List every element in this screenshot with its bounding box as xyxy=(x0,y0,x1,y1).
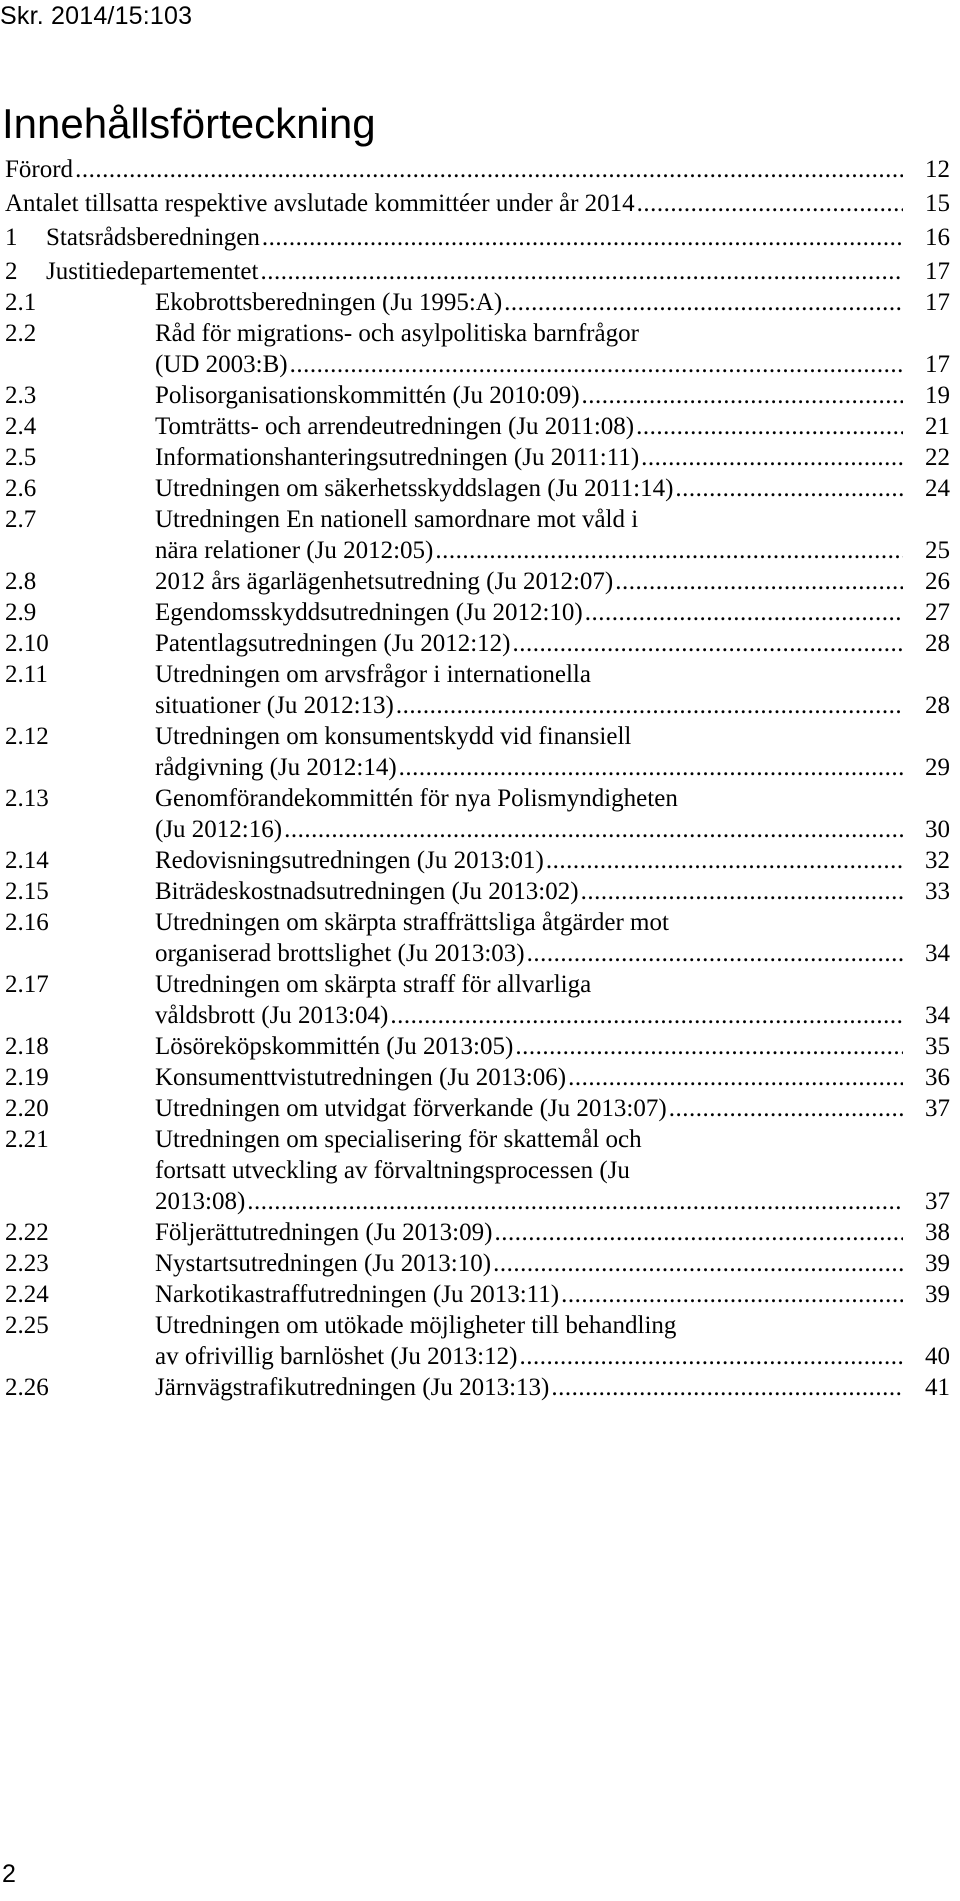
toc-entry-number: 2.20 xyxy=(5,1095,49,1122)
toc-page-number: 39 xyxy=(925,1281,950,1308)
toc-entry-number: 2.12 xyxy=(5,723,49,750)
toc-entry-number: 2.7 xyxy=(5,506,37,533)
dot-leader xyxy=(675,473,903,504)
toc-page-number: 40 xyxy=(925,1343,950,1370)
toc-entry-number: 2.6 xyxy=(5,475,37,502)
toc-entry-title: Justitiedepartementet xyxy=(46,258,259,285)
toc-entry[interactable] xyxy=(0,783,950,845)
toc-entry-title: Informationshanteringsutredningen (Ju 2011:11) xyxy=(155,444,640,471)
toc-entry-title: Genomförandekommittén för nya Polismyndigheten xyxy=(155,785,678,812)
toc-entry-number: 2 xyxy=(5,258,18,285)
toc-entry-title: Konsumenttvistutredningen (Ju 2013:06) xyxy=(155,1064,567,1091)
dot-leader xyxy=(582,380,903,411)
toc-page-number: 38 xyxy=(925,1219,950,1246)
dot-leader xyxy=(396,690,903,721)
toc-entry-number: 2.25 xyxy=(5,1312,49,1339)
toc-page-number: 17 xyxy=(925,289,950,316)
toc-entry-number: 2.13 xyxy=(5,785,49,812)
toc-entry-title: Utredningen om skärpta straff för allvarliga xyxy=(155,971,592,998)
toc-entry-title: Narkotikastraffutredningen (Ju 2013:11) xyxy=(155,1281,560,1308)
toc-entry-title: situationer (Ju 2012:13) xyxy=(155,692,394,719)
toc-entry-title: Utredningen om specialisering för skattemål och xyxy=(155,1126,642,1153)
dot-leader xyxy=(581,876,903,907)
toc-entry-number: 2.17 xyxy=(5,971,49,998)
toc-page-number: 17 xyxy=(925,258,950,285)
toc-page-number: 36 xyxy=(925,1064,950,1091)
toc-entry-number: 2.14 xyxy=(5,847,49,874)
toc-entry-title: Järnvägstrafikutredningen (Ju 2013:13) xyxy=(155,1374,550,1401)
toc-entry-title: Utredningen om säkerhetsskyddslagen (Ju 2011:14) xyxy=(155,475,674,502)
toc-entry[interactable] xyxy=(0,628,950,659)
toc-page-number: 22 xyxy=(925,444,950,471)
toc-page-number: 16 xyxy=(925,224,950,251)
toc-entry-title: Följerättutredningen (Ju 2013:09) xyxy=(155,1219,493,1246)
toc-page-number: 39 xyxy=(925,1250,950,1277)
table-of-contents xyxy=(0,154,950,1403)
toc-page-number: 28 xyxy=(925,630,950,657)
toc-entry-title: Utredningen om utökade möjligheter till behandling xyxy=(155,1312,677,1339)
dot-leader xyxy=(637,188,903,219)
toc-entry[interactable] xyxy=(0,442,950,473)
toc-entry-title: Polisorganisationskommittén (Ju 2010:09) xyxy=(155,382,580,409)
dot-leader xyxy=(641,442,903,473)
document-reference: Skr. 2014/15:103 xyxy=(0,2,193,30)
toc-entry-title: Statsrådsberedningen xyxy=(46,224,260,251)
toc-entry-title: Råd för migrations- och asylpolitiska barnfrågor xyxy=(155,320,639,347)
toc-entry[interactable] xyxy=(0,256,950,287)
toc-page-number: 19 xyxy=(925,382,950,409)
toc-entry[interactable] xyxy=(0,1031,950,1062)
toc-page-number: 32 xyxy=(925,847,950,874)
toc-page-number: 30 xyxy=(925,816,950,843)
toc-entry-title: 2012 års ägarlägenhetsutredning (Ju 2012:07) xyxy=(155,568,614,595)
toc-page-number: 26 xyxy=(925,568,950,595)
toc-entry[interactable] xyxy=(0,721,950,783)
toc-entry-number: 2.2 xyxy=(5,320,37,347)
page-number: 2 xyxy=(2,1860,16,1888)
toc-entry-number: 2.15 xyxy=(5,878,49,905)
toc-entry[interactable] xyxy=(0,907,950,969)
toc-entry-number: 2.24 xyxy=(5,1281,49,1308)
toc-entry-number: 1 xyxy=(5,224,18,251)
toc-entry[interactable] xyxy=(0,969,950,1031)
toc-page-number: 15 xyxy=(925,190,950,217)
toc-page-number: 33 xyxy=(925,878,950,905)
toc-entry-title: Tomträtts- och arrendeutredningen (Ju 2011:08) xyxy=(155,413,635,440)
dot-leader xyxy=(513,628,904,659)
toc-entry-number: 2.16 xyxy=(5,909,49,936)
toc-entry[interactable] xyxy=(0,154,950,185)
toc-entry-number: 2.18 xyxy=(5,1033,49,1060)
dot-leader xyxy=(519,1341,903,1372)
toc-page-number: 41 xyxy=(925,1374,950,1401)
toc-entry-title: Patentlagsutredningen (Ju 2012:12) xyxy=(155,630,511,657)
toc-entry[interactable] xyxy=(0,1310,950,1372)
dot-leader xyxy=(546,845,903,876)
dot-leader xyxy=(75,154,903,185)
toc-entry-number: 2.19 xyxy=(5,1064,49,1091)
dot-leader xyxy=(284,814,903,845)
dot-leader xyxy=(494,1217,903,1248)
toc-entry[interactable] xyxy=(0,597,950,628)
toc-entry[interactable] xyxy=(0,876,950,907)
toc-entry[interactable] xyxy=(0,473,950,504)
toc-page-number: 25 xyxy=(925,537,950,564)
toc-entry-title: våldsbrott (Ju 2013:04) xyxy=(155,1002,389,1029)
toc-page-number: 24 xyxy=(925,475,950,502)
dot-leader xyxy=(515,1031,903,1062)
toc-page-number: 12 xyxy=(925,156,950,183)
dot-leader xyxy=(493,1248,903,1279)
toc-entry[interactable] xyxy=(0,188,950,219)
toc-entry-number: 2.9 xyxy=(5,599,37,626)
toc-entry-title: Förord xyxy=(5,156,74,183)
toc-entry-title: Utredningen om arvsfrågor i internationella xyxy=(155,661,591,688)
toc-entry[interactable] xyxy=(0,411,950,442)
toc-entry-number: 2.11 xyxy=(5,661,48,688)
toc-entry-title: Lösöreköpskommittén (Ju 2013:05) xyxy=(155,1033,514,1060)
dot-leader xyxy=(585,597,903,628)
toc-entry-title: Egendomsskyddsutredningen (Ju 2012:10) xyxy=(155,599,583,626)
toc-entry-title: av ofrivillig barnlöshet (Ju 2013:12) xyxy=(155,1343,518,1370)
toc-page-number: 37 xyxy=(925,1095,950,1122)
toc-entry-title: Antalet tillsatta respektive avslutade kommittéer under år 2014 xyxy=(5,190,635,217)
toc-entry[interactable] xyxy=(0,1217,950,1248)
dot-leader xyxy=(504,287,903,318)
dot-leader xyxy=(669,1093,903,1124)
dot-leader xyxy=(399,752,903,783)
toc-page-number: 34 xyxy=(925,1002,950,1029)
dot-leader xyxy=(247,1186,903,1217)
toc-entry[interactable] xyxy=(0,318,950,380)
toc-entry[interactable] xyxy=(0,845,950,876)
toc-entry[interactable] xyxy=(0,1062,950,1093)
dot-leader xyxy=(615,566,903,597)
toc-entry-number: 2.4 xyxy=(5,413,37,440)
toc-entry-title: Utredningen om skärpta straffrättsliga åtgärder mot xyxy=(155,909,669,936)
toc-page-number: 29 xyxy=(925,754,950,781)
toc-entry-title: Nystartsutredningen (Ju 2013:10) xyxy=(155,1250,492,1277)
dot-leader xyxy=(262,222,903,253)
toc-entry-number: 2.3 xyxy=(5,382,37,409)
toc-entry[interactable] xyxy=(0,287,950,318)
dot-leader xyxy=(435,535,903,566)
toc-entry-title: (UD 2003:B) xyxy=(155,351,288,378)
toc-entry[interactable] xyxy=(0,504,950,566)
toc-entry-title: organiserad brottslighet (Ju 2013:03) xyxy=(155,940,525,967)
toc-entry-number: 2.23 xyxy=(5,1250,49,1277)
toc-page-number: 21 xyxy=(925,413,950,440)
toc-entry[interactable] xyxy=(0,1279,950,1310)
toc-entry-title: fortsatt utveckling av förvaltningsprocessen (Ju xyxy=(155,1157,630,1184)
toc-page-number: 28 xyxy=(925,692,950,719)
toc-entry-number: 2.10 xyxy=(5,630,49,657)
toc-page-number: 17 xyxy=(925,351,950,378)
toc-entry-title: Redovisningsutredningen (Ju 2013:01) xyxy=(155,847,544,874)
toc-entry-title: Utredningen om konsumentskydd vid finansiell xyxy=(155,723,632,750)
toc-entry[interactable] xyxy=(0,222,950,253)
toc-page-number: 37 xyxy=(925,1188,950,1215)
toc-entry-title: Biträdeskostnadsutredningen (Ju 2013:02) xyxy=(155,878,579,905)
toc-entry-number: 2.8 xyxy=(5,568,37,595)
toc-entry-title: 2013:08) xyxy=(155,1188,246,1215)
toc-entry[interactable] xyxy=(0,380,950,411)
toc-page-number: 27 xyxy=(925,599,950,626)
toc-entry-title: (Ju 2012:16) xyxy=(155,816,283,843)
toc-page-number: 34 xyxy=(925,940,950,967)
toc-entry-number: 2.26 xyxy=(5,1374,49,1401)
toc-entry-title: rådgivning (Ju 2012:14) xyxy=(155,754,397,781)
dot-leader xyxy=(568,1062,903,1093)
toc-entry-number: 2.5 xyxy=(5,444,37,471)
dot-leader xyxy=(290,349,903,380)
dot-leader xyxy=(551,1372,903,1403)
toc-page-number: 35 xyxy=(925,1033,950,1060)
dot-leader xyxy=(561,1279,903,1310)
toc-entry[interactable] xyxy=(0,1124,950,1217)
toc-entry-title: Utredningen En nationell samordnare mot våld i xyxy=(155,506,639,533)
toc-entry-number: 2.21 xyxy=(5,1126,49,1153)
toc-entry[interactable] xyxy=(0,659,950,721)
toc-entry[interactable] xyxy=(0,1093,950,1124)
page-title: Innehållsförteckning xyxy=(2,100,376,148)
dot-leader xyxy=(260,256,903,287)
toc-entry[interactable] xyxy=(0,566,950,597)
toc-entry-number: 2.22 xyxy=(5,1219,49,1246)
toc-entry-title: nära relationer (Ju 2012:05) xyxy=(155,537,434,564)
toc-entry-number: 2.1 xyxy=(5,289,37,316)
toc-entry-title: Utredningen om utvidgat förverkande (Ju 2013:07) xyxy=(155,1095,667,1122)
dot-leader xyxy=(636,411,903,442)
toc-entry[interactable] xyxy=(0,1248,950,1279)
toc-entry[interactable] xyxy=(0,1372,950,1403)
dot-leader xyxy=(390,1000,903,1031)
dot-leader xyxy=(527,938,903,969)
toc-entry-title: Ekobrottsberedningen (Ju 1995:A) xyxy=(155,289,503,316)
